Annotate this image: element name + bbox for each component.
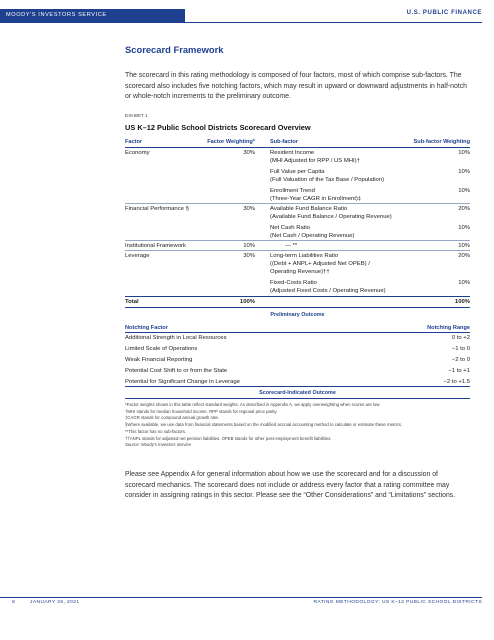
sub-factor-name: Available Fund Balance Ratio xyxy=(270,206,348,212)
exhibit-title: US K–12 Public School Districts Scorecard Overview xyxy=(125,123,311,132)
sub-factor-weighting: 20% xyxy=(458,253,470,259)
sub-factor-formula: ((Debt + ANPL+ Adjusted Net OPEB) / xyxy=(270,261,370,268)
sub-factor-formula: (Full Valuation of the Tax Base / Population) xyxy=(270,177,385,184)
footnote: ††ANPL stands for adjusted net pension liabilities. OPEB stands for other post-employment benefit liabilities. xyxy=(125,435,332,441)
sub-factor-name: Long-term Liabilities Ratio xyxy=(270,253,339,259)
factor-name: Leverage xyxy=(125,253,150,259)
table-header xyxy=(125,138,470,147)
total-sub-weighting: 100% xyxy=(454,299,470,305)
sub-factor-weighting: 10% xyxy=(458,188,470,194)
notching-range: −2 to 0 xyxy=(451,357,470,363)
footnote: **This factor has no sub-factors. xyxy=(125,428,187,434)
table-end-rule xyxy=(125,398,470,399)
row-divider xyxy=(125,250,470,251)
col-sub-factor-weighting: Sub-factor Weighting xyxy=(413,139,470,145)
sub-factor-weighting: 20% xyxy=(458,206,470,212)
factor-name: Institutional Framework xyxy=(125,243,186,249)
factor-weighting: 30% xyxy=(243,253,255,259)
notching-range: −1 to +1 xyxy=(448,368,470,374)
total-rule xyxy=(125,296,470,297)
sub-factor-name: Fixed-Costs Ratio xyxy=(270,280,317,286)
footnotes xyxy=(125,402,470,449)
notching-range: −1 to 0 xyxy=(451,346,470,352)
notching-factor: Potential Cost Shift to or from the State xyxy=(125,368,228,374)
sub-factor-weighting: 10% xyxy=(458,150,470,156)
sub-factor-formula: (Three-Year CAGR in Enrollment)‡ xyxy=(270,196,362,203)
sub-factor-formula: (Net Cash / Operating Revenue) xyxy=(270,233,355,240)
notching-bottom-rule xyxy=(125,386,470,387)
footnote: §Where available, we use data from financial statements based on the modified accrual accounting method to calculate or estimate these metrics. xyxy=(125,422,403,428)
intro-paragraph: The scorecard in this rating methodology is composed of four factors, most of which comprise sub-factors. The scorecard also includes five notching factors, which may result in upward or downward adjustments in half-notch or whole-notch increments to the preliminary outcome. xyxy=(125,72,468,101)
page-number: 8 xyxy=(12,600,16,605)
sub-factor-weighting: 10% xyxy=(458,280,470,286)
notching-header-rule xyxy=(125,332,470,333)
col-sub-factor: Sub-factor xyxy=(270,139,298,145)
total-factor-weighting: 100% xyxy=(239,299,255,305)
preliminary-outcome: Preliminary Outcome xyxy=(270,312,325,318)
factor-weighting: 30% xyxy=(243,150,255,156)
footnote: *Factor weights shown in this table reflect standard weights. As described in Appendix A, we apply overweighting when scores are low. xyxy=(125,402,381,407)
header-rule xyxy=(0,22,482,23)
footnote: †MHI stands for median household income. RPP stands for regional price parity. xyxy=(125,408,278,414)
factor-weighting: 10% xyxy=(243,243,255,249)
sub-factor-weighting: 10% xyxy=(458,225,470,231)
col-notching-factor: Notching Factor xyxy=(125,325,168,331)
notching-factor: Limited Scale of Operations xyxy=(125,346,198,352)
footer-date: JANUARY 26, 2021 xyxy=(30,600,80,605)
footer-rule xyxy=(0,597,482,598)
closing-paragraph: Please see Appendix A for general information about how we use the scorecard and for a discussion of scorecard mechanics. The scorecard does not include or address every factor that a rating committee may consider in assigning ratings in this sector. Please see the “Other Considerations” and “Limitations” sections. xyxy=(125,471,456,500)
factor-name: Economy xyxy=(125,150,150,156)
row-divider xyxy=(125,203,470,204)
factor-weighting: 30% xyxy=(243,206,255,212)
footnote: ‡CAGR stands for compound annual growth rate. xyxy=(125,415,220,421)
exhibit-label: EXHIBIT 1 xyxy=(125,114,148,119)
notching-range: −2 to +1.5 xyxy=(443,379,470,385)
factor-name: Financial Performance § xyxy=(125,206,189,212)
sub-factor-weighting: 10% xyxy=(458,243,470,249)
sub-factor-name: Enrollment Trend xyxy=(270,188,315,194)
notching-range: 0 to +2 xyxy=(451,335,470,341)
col-factor-weighting: Factor Weighting* xyxy=(207,139,255,145)
sub-factor-name: — ** xyxy=(285,243,298,249)
sub-factor-formula: Operating Revenue)†† xyxy=(270,269,330,276)
col-notching-range: Notching Range xyxy=(427,325,470,331)
col-factor: Factor xyxy=(125,139,143,145)
source-note: Source: Moody's Investors Service xyxy=(125,442,192,448)
sub-factor-formula: (MHI Adjusted for RPP / US MHI)† xyxy=(270,158,360,165)
footer-doc-title: RATING METHODOLOGY: US K–12 PUBLIC SCHOOL DISTRICTS xyxy=(313,600,482,605)
notching-factor: Potential for Significant Change in Leverage xyxy=(125,379,240,385)
indicated-outcome: Scorecard-Indicated Outcome xyxy=(259,390,336,396)
sub-factor-name: Net Cash Ratio xyxy=(270,225,310,231)
sub-factor-formula: (Adjusted Fixed Costs / Operating Revenue) xyxy=(270,288,386,295)
section-label: U.S. PUBLIC FINANCE xyxy=(406,10,482,16)
notching-factor: Additional Strength in Local Resources xyxy=(125,335,227,341)
notching-factor: Weak Financial Reporting xyxy=(125,357,193,363)
brand-name: MOODY'S INVESTORS SERVICE xyxy=(6,12,107,18)
table-header-rule xyxy=(125,147,470,148)
section-title: Scorecard Framework xyxy=(125,44,224,55)
total-label: Total xyxy=(125,299,139,305)
brand-bar xyxy=(0,9,185,22)
sub-factor-name: Resident Income xyxy=(270,150,315,156)
total-bottom-rule xyxy=(125,307,470,308)
sub-factor-weighting: 10% xyxy=(458,169,470,175)
row-divider xyxy=(125,240,470,241)
sub-factor-formula: (Available Fund Balance / Operating Revenue) xyxy=(270,214,392,221)
sub-factor-name: Full Value per Capita xyxy=(270,169,325,175)
